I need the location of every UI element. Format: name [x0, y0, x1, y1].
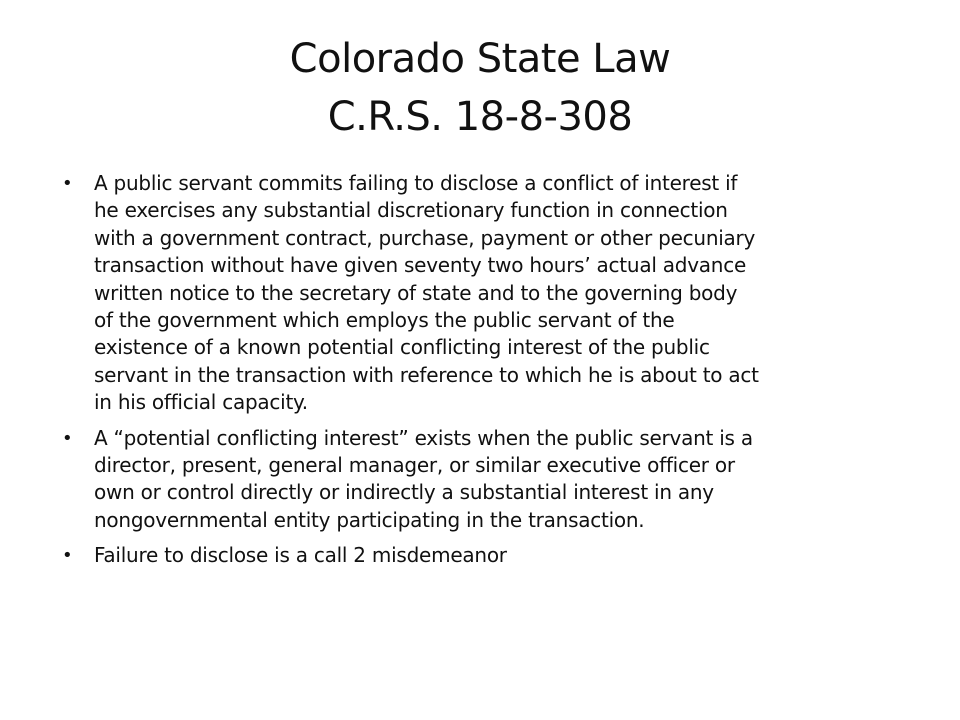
bullet-text-line: written notice to the secretary of state and to the governing body: [94, 280, 738, 305]
slide-title: [60, 30, 900, 146]
bullet-text-line: Failure to disclose is a call 2 misdemeanor: [94, 543, 507, 568]
bullet-text-line: existence of a known potential conflicting interest of the public: [94, 335, 710, 360]
bullet-dot: •: [62, 545, 73, 567]
bullet-item: [62, 170, 922, 417]
bullet-dot: •: [62, 427, 73, 449]
bullet-text-line: own or control directly or indirectly a substantial interest in any: [94, 480, 714, 505]
title-line-1: Colorado State Law: [289, 36, 671, 82]
bullet-text-line: transaction without have given seventy two hours’ actual advance: [94, 253, 747, 278]
bullet-text-line: A “potential conflicting interest” exists when the public servant is a: [94, 425, 753, 450]
bullet-text-line: servant in the transaction with reference to which he is about to act: [94, 362, 759, 387]
bullet-text-line: director, present, general manager, or similar executive officer or: [94, 453, 735, 478]
bullet-item: [62, 542, 922, 569]
bullet-dot: •: [62, 173, 73, 194]
bullet-text-line: of the government which employs the public servant of the: [94, 308, 675, 333]
bullet-item: [62, 425, 922, 535]
bullet-text-line: with a government contract, purchase, payment or other pecuniary: [94, 225, 756, 250]
bullet-text-line: he exercises any substantial discretionary function in connection: [94, 198, 728, 223]
title-line-2: C.R.S. 18-8-308: [327, 94, 633, 140]
bullet-text-line: in his official capacity.: [94, 390, 308, 415]
bullet-text-line: nongovernmental entity participating in the transaction.: [94, 507, 645, 532]
bullet-text-line: A public servant commits failing to disclose a conflict of interest if: [94, 171, 738, 195]
slide-body: [62, 170, 922, 578]
